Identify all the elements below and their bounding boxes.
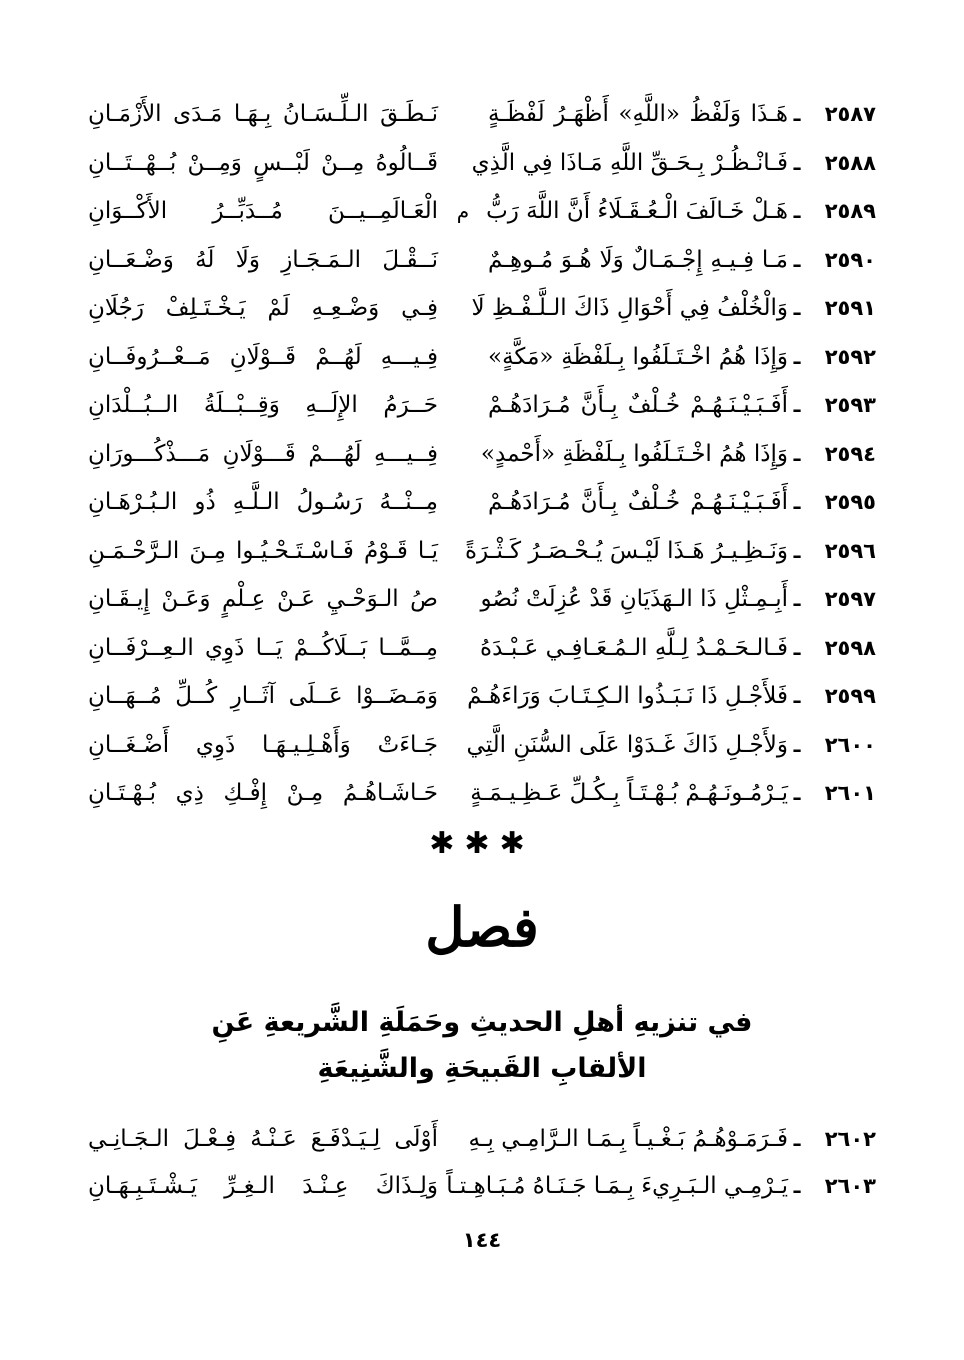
verse-row: [88, 1115, 876, 1162]
verse-number: ٢٥٩٣: [824, 393, 876, 418]
verse-number: ٢٥٨٧: [824, 102, 876, 127]
verse-row: [88, 90, 876, 139]
verse-first-hemistich: أَفَـبَـيْـنَـهُـمْ خُـلْفٌ بِـأَنَّ مُـرَادَهُـمْ: [488, 392, 788, 419]
verse-second-hemistich: يَـا قَـوْمُ فَـاسْـتَـحْـيُـوا مِـنَ الـرَّحْـمَـنِ: [88, 537, 438, 564]
section-heading: فصل: [425, 895, 539, 959]
verse-second-hemistich: صُ الـوَحْـيِ عَـنْ عِـلْمٍ وَعَـنْ إِيـقَـانِ: [88, 586, 438, 613]
verse-row: [88, 575, 876, 624]
verse-second-hemistich: حَــرَمُ الإِلَــهِ وَقِــبْــلَةُ الــبُــلْدَانِ: [88, 392, 438, 419]
verse-row: [88, 1162, 876, 1209]
verse-second-hemistich: قَــالُوهُ مِــنْ لَبْــسٍ وَمِــنْ بُــهْــتَــانِ: [88, 149, 438, 176]
verse-dash: ـ: [793, 199, 801, 224]
verse-row: [88, 672, 876, 721]
verse-second-hemistich: مِــنْــهُ رَسُـولُ الـلَّـهِ ذُو الـبُـرْهَـانِ: [88, 489, 438, 516]
verse-dash: ـ: [793, 635, 801, 660]
verse-first-hemistich: فَـرَمَـوْهُـمُ بَـغْـيـاً بِـمَـا الـرَّامِـي بِـهِ: [468, 1125, 788, 1152]
verse-number: ٢٥٩١: [824, 296, 876, 321]
verse-row: [88, 769, 876, 818]
verse-dash: ـ: [793, 393, 801, 418]
verse-first-hemistich: وَإِذَا هُمُ اخْـتَـلَفُوا بِـلَفْظَةِ «مَكَّةٍ»: [488, 343, 788, 370]
verse-dash: ـ: [793, 441, 801, 466]
verses-bottom: [88, 1115, 876, 1209]
verse-first-hemistich: فَـالـحَـمْـدُ لِـلَّهِ الـمُـعَـافِـي عَـبْـدَهُ: [480, 634, 788, 661]
verse-number: ٢٥٨٩: [824, 199, 876, 224]
verse-first-hemistich: وَالْخُلْفُ فِي أَحْوَالِ ذَاكَ الـلَّـفْـظِ لَا: [471, 295, 788, 322]
verse-number: ٢٥٩٢: [824, 344, 876, 369]
verse-number: ٢٦٠١: [824, 781, 876, 806]
verse-first-hemistich: أَفَـبَـيْـنَـهُـمْ خُـلْفٌ بِـأَنَّ مُـرَادَهُـمْ: [488, 489, 788, 516]
verse-number: ٢٥٩٩: [824, 684, 876, 709]
verse-row: [88, 187, 876, 236]
verse-first-hemistich: يَـرْمُـونَـهُـمْ بُـهْـتَـاً بِـكُـلِّ عَـظِـيـمَـةٍ: [470, 780, 788, 807]
verse-first-hemistich: هَـذَا وَلَفْظُ «اللَّهِ» أَظْهَـرُ لَفْظَـةٍ: [488, 101, 788, 128]
verse-dash: ـ: [793, 732, 801, 757]
verse-dash: ـ: [793, 587, 801, 612]
subheading-line-1: في تنزيهِ أهلِ الحديثِ وحَمَلَةِ الشَّريعةِ عَنِ: [211, 1007, 753, 1038]
verse-number: ٢٦٠٢: [824, 1126, 876, 1151]
verse-dash: ـ: [793, 1126, 801, 1151]
verse-row: [88, 139, 876, 188]
verse-second-hemistich: الْعَـالَمِــيــنَ مُــدَبِّــرُ الأَكْــوَانِ: [88, 198, 438, 225]
verse-dash: ـ: [793, 1173, 801, 1198]
verse-first-hemistich: يَـرْمِـي الـبَـرِيءَ بِـمَـا جَـنَـاهُ مُـبَـاهِـتـاً: [446, 1172, 788, 1199]
verse-dash: ـ: [793, 490, 801, 515]
subheading-line-2: الألقابِ القَبيحَةِ والشَّنِيعَةِ: [317, 1053, 647, 1084]
verse-first-hemistich: هَـلْ خَـالَفَ الْـعُـقَـلَاءُ أَنَّ اللَّهَ رَبُّ: [486, 198, 788, 225]
verse-number: ٢٥٩٥: [824, 490, 876, 515]
verse-number: ٢٥٩٨: [824, 635, 876, 660]
verse-second-hemistich: فِـي وَضْـعِـهِ لَمْ يَـخْـتَـلِفْ رَجُلَانِ: [88, 295, 438, 322]
verse-second-hemistich: أَوْلَى لِـيَـدْفَـعَ عَـنْـهُ فِـعْـلَ الـجَـانِـي: [88, 1125, 438, 1152]
verse-number: ٢٥٩٧: [824, 587, 876, 612]
verse-second-hemistich: نَـطَـقَ الـلِّـسَـانُ بِـهَـا مَـدَى الأَزْمَـانِ: [88, 101, 438, 128]
verse-dash: ـ: [793, 247, 801, 272]
verse-number: ٢٥٨٨: [824, 150, 876, 175]
verse-row: [88, 381, 876, 430]
verse-first-hemistich: فَلأَجْـلِ ذَا نَـبَـذُوا الـكِـتَـابَ وَرَاءَهُـمْ: [467, 683, 788, 710]
verse-number: ٢٥٩٠: [824, 247, 876, 272]
verse-dash: ـ: [793, 150, 801, 175]
verse-second-hemistich: وَلِـذَاكَ عِـنْـدَ الـغِـرِّ يَـشْـتَـبِـهَـانِ: [88, 1172, 438, 1199]
verse-number: ٢٥٩٤: [824, 441, 876, 466]
verse-dash: ـ: [793, 684, 801, 709]
verse-second-hemistich: وَمَـضَــوْا عَــلَى آثَــارِ كُــلِّ مُــهَــانِ: [88, 683, 438, 710]
verse-first-hemistich: وَإِذَا هُمُ اخْـتَـلَفُوا بِـلَفْظَةِ «أَحْمدٍ»: [480, 440, 788, 467]
verse-row: [88, 721, 876, 770]
verse-number: ٢٦٠٣: [824, 1173, 876, 1198]
verse-second-hemistich: مِــمَّــا بَــلَاكُــمْ يَــا ذَوِي الـعِــرْفَــانِ: [88, 634, 438, 661]
verse-dash: ـ: [793, 344, 801, 369]
verse-row: [88, 478, 876, 527]
verse-row: [88, 624, 876, 673]
verse-number: ٢٥٩٦: [824, 538, 876, 563]
verse-number: ٢٦٠٠: [824, 732, 876, 757]
section-separator-asterisks: ✱✱✱: [429, 826, 535, 861]
verse-row: [88, 527, 876, 576]
verse-second-hemistich: فِــيـــهِ لَهُـــمْ قَـــوْلَانِ مَـــذْكُـــورَانِ: [88, 440, 438, 467]
verse-dash: ـ: [793, 296, 801, 321]
section-subheading: [0, 1000, 964, 1092]
verse-second-hemistich: نَــقْـلَ الـمَـجَـازِ وَلَا لَهُ وَضْـعَــانِ: [88, 246, 438, 273]
verse-first-hemistich: وَنَـظِـيـرُ هَـذَا لَيْـسَ يُـحْـصَـرُ كَـثْـرَةً: [464, 537, 788, 564]
verse-row: [88, 430, 876, 479]
verse-first-hemistich: وَلأَجْـلِ ذَاكَ غَـدَوْا عَلَى السُّنَنِ الَّتِي: [466, 731, 788, 758]
verse-second-hemistich: فِـيـــهِ لَهُــمْ قَــوْلَانِ مَــعْــرُوفَــانِ: [88, 343, 438, 370]
verse-row: [88, 236, 876, 285]
verse-first-hemistich: فَـانْـظُـرْ بِـحَـقِّ اللَّهِ مَـاذَا فِي الَّذِي: [471, 149, 788, 176]
verse-enjambment-marker: م: [456, 199, 470, 224]
verse-dash: ـ: [793, 538, 801, 563]
verses-top: [88, 90, 876, 818]
verse-row: [88, 284, 876, 333]
verse-first-hemistich: مَـا فِـيـهِ إِجْـمَـالٌ وَلَا هُـوَ مُـوهِـمٌ: [488, 246, 788, 273]
page-number: ١٤٤: [462, 1228, 502, 1252]
verse-first-hemistich: أَبِـمِـثْلِ ذَا الـهَذَيَانِ قَدْ عُزِلَتْ نُصُو: [480, 586, 788, 613]
verse-second-hemistich: حَـاشَـاهُـمُ مِـنْ إِفْـكِ ذِي بُـهْـتَـانِ: [88, 780, 438, 807]
verse-row: [88, 333, 876, 382]
verse-dash: ـ: [793, 102, 801, 127]
verse-dash: ـ: [793, 781, 801, 806]
verse-second-hemistich: جَـاءَتْ وَأَهْـلِـيـهَـا ذَوِي أَضْـغَــانِ: [88, 731, 438, 758]
